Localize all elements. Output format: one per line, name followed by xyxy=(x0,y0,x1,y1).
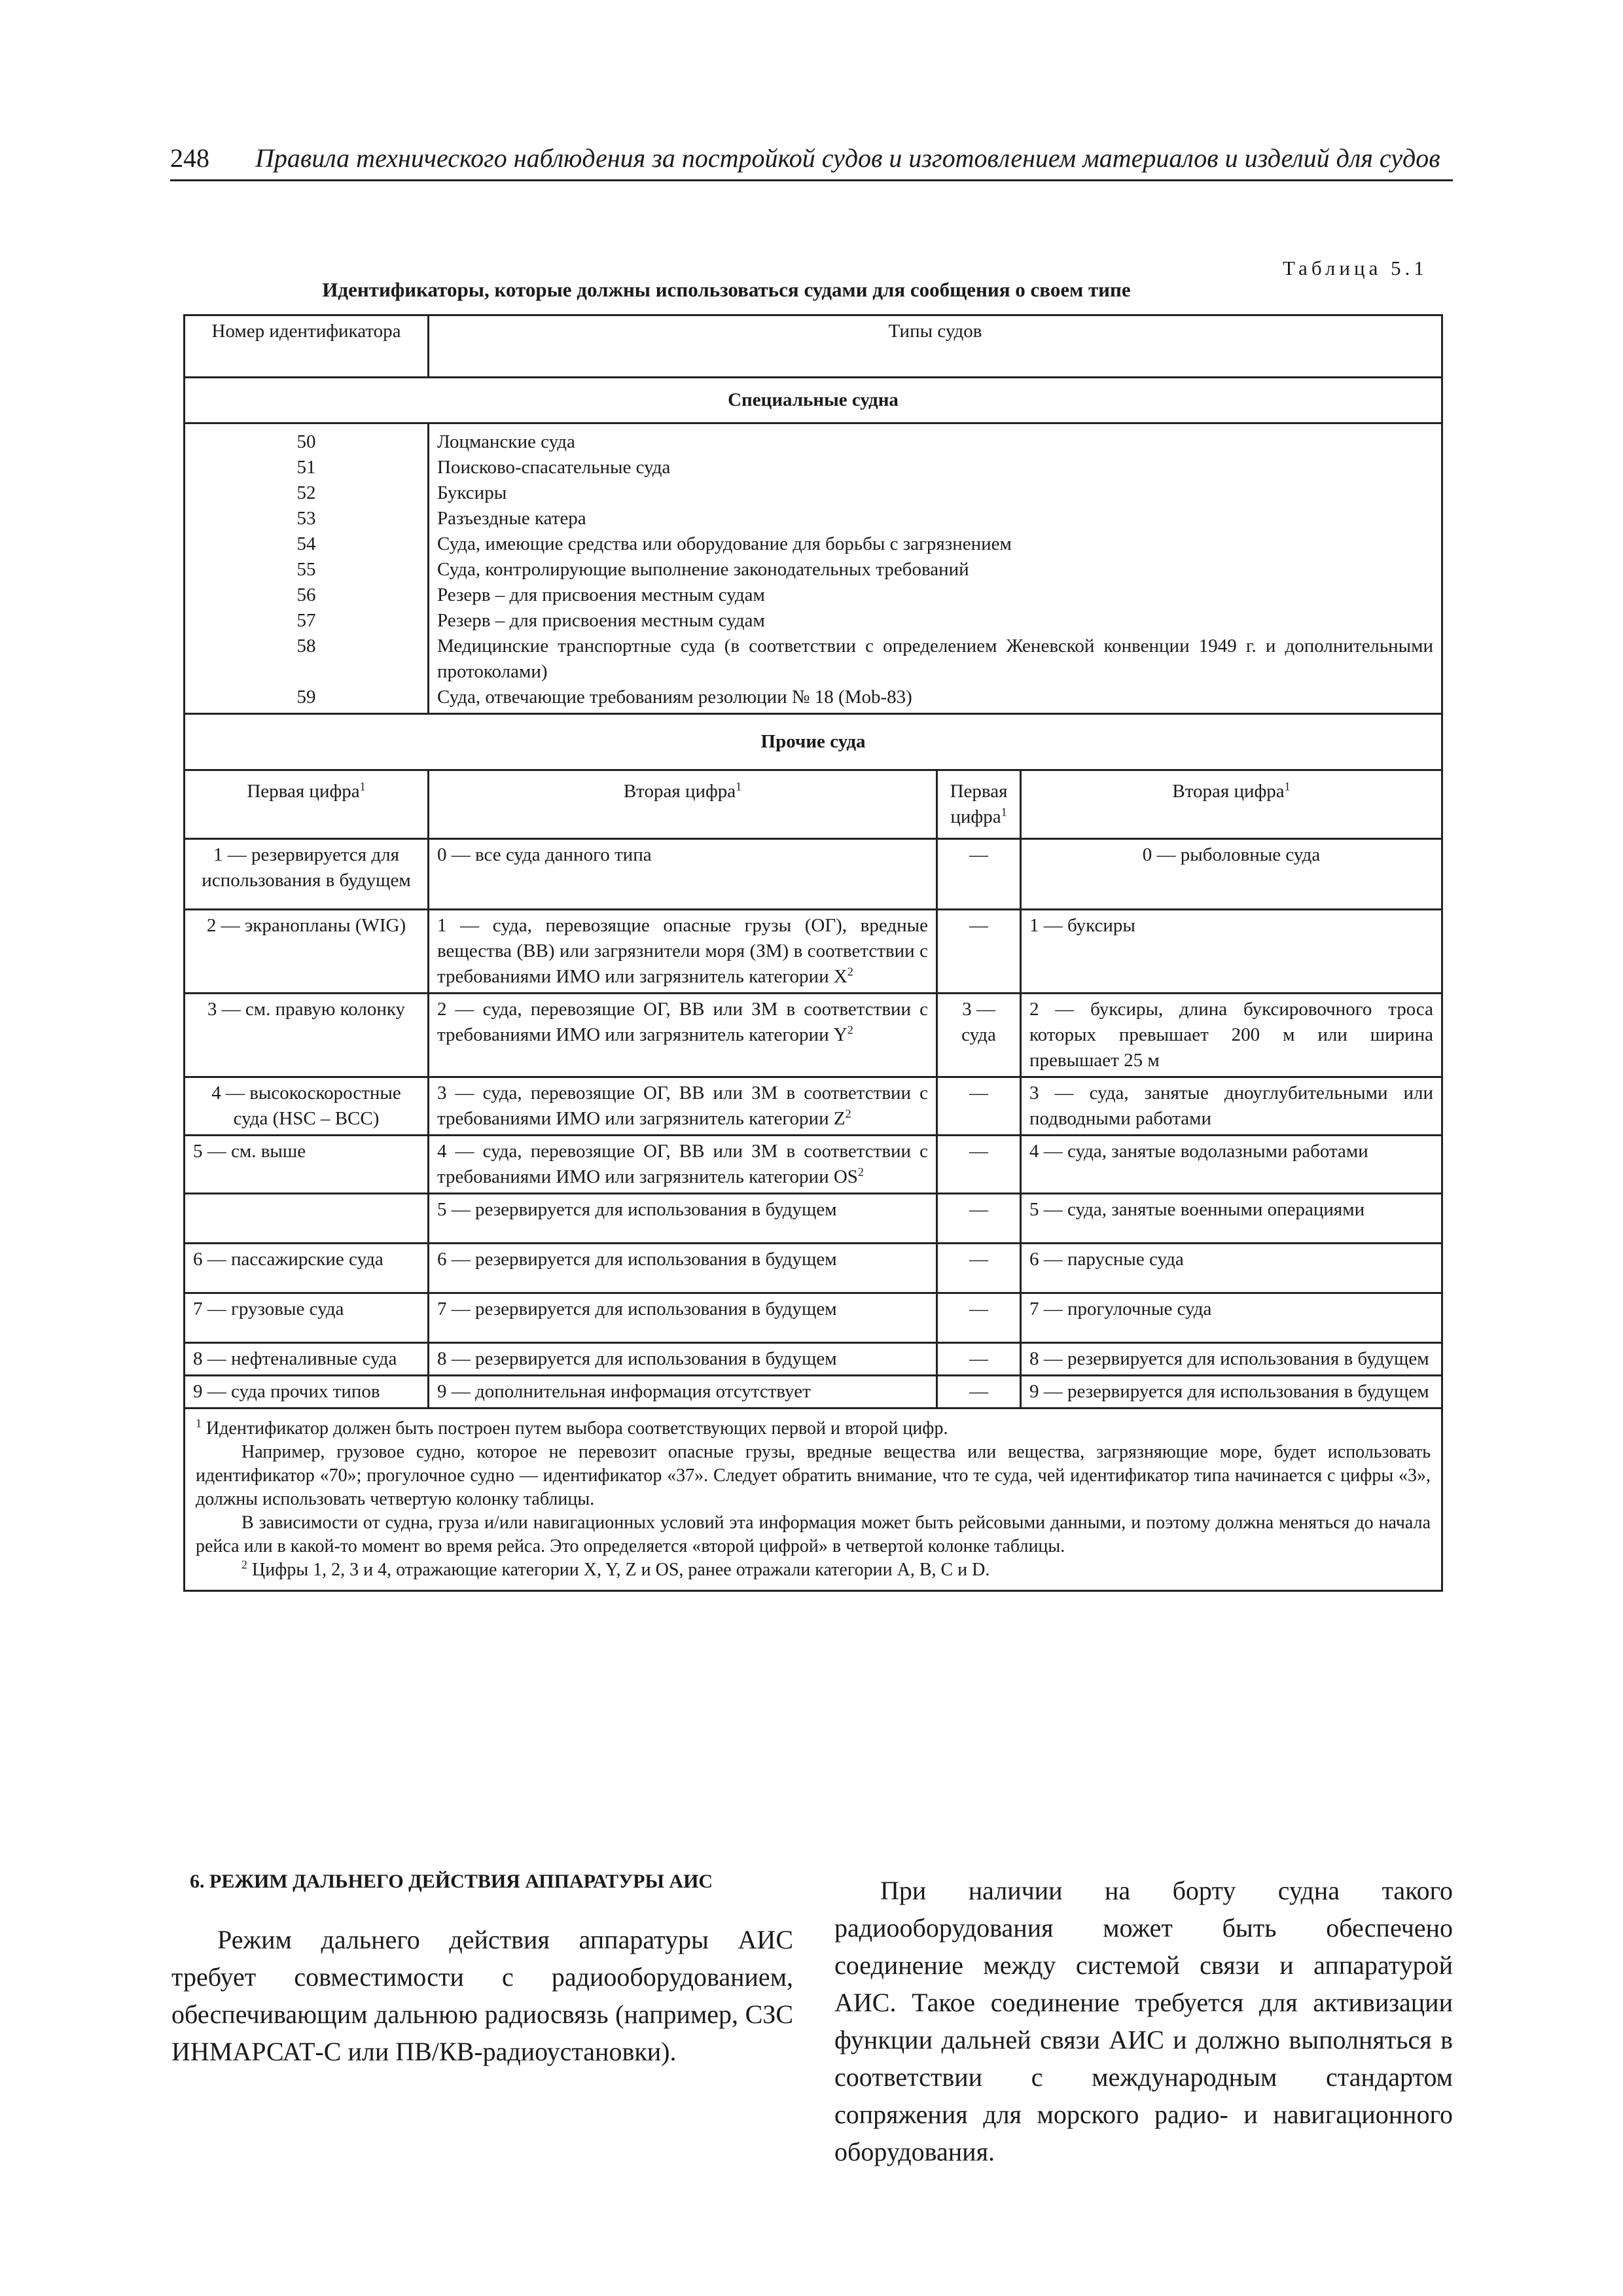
header-second-digit xyxy=(429,770,937,839)
second-digit-cell: 7 — резервируется для использования в будущем xyxy=(429,1293,937,1343)
second-digit-cell-2: 9 — резервируется для использования в будущем xyxy=(1021,1376,1442,1408)
footnote-mark: 1 xyxy=(196,1416,202,1430)
footnote-mark: 2 xyxy=(847,965,853,978)
footnote-mark: 2 xyxy=(241,1558,247,1571)
second-digit-cell: 8 — резервируется для использования в будущем xyxy=(429,1343,937,1376)
first-digit-cell-2: — xyxy=(937,1293,1021,1343)
first-digit-cell-2: — xyxy=(937,1136,1021,1194)
special-id: 59 xyxy=(296,687,316,708)
first-digit-cell-2: — xyxy=(937,1244,1021,1293)
first-digit-cell: 7 — грузовые суда xyxy=(185,1293,429,1343)
footnote-mark: 1 xyxy=(1001,805,1007,819)
running-title: Правила технического наблюдения за постройкой судов и изготовлением материалов и изделий для судов xyxy=(255,143,1440,173)
page-header xyxy=(170,143,1453,185)
second-digit-cell xyxy=(429,994,937,1077)
second-digit-text: 2 — суда, перевозящие ОГ, ВВ или ЗМ в соответствии с требованиями ИМО или загрязнитель категории Y xyxy=(437,999,928,1045)
special-type: Суда, имеющие средства или оборудование для борьбы с загрязнением xyxy=(437,533,1012,554)
second-digit-cell-2: 5 — суда, занятые военными операциями xyxy=(1021,1194,1442,1244)
table-notes xyxy=(185,1408,1442,1591)
second-digit-cell: 9 — дополнительная информация отсутствует xyxy=(429,1376,937,1408)
second-digit-cell-2: 4 — суда, занятые водолазными работами xyxy=(1021,1136,1442,1194)
header-first-digit-label: Первая цифра xyxy=(950,781,1008,827)
second-digit-cell: 5 — резервируется для использования в будущем xyxy=(429,1194,937,1244)
footnote-mark: 2 xyxy=(857,1165,864,1179)
header-first-digit xyxy=(185,770,429,839)
header-rule xyxy=(170,179,1453,181)
page-number: 248 xyxy=(170,143,209,173)
special-type: Медицинские транспортные суда (в соответствии с определением Женевской конвенции 1949 г. и дополнительными протоколами) xyxy=(437,636,1434,682)
header-ship-types: Типы судов xyxy=(429,315,1442,378)
second-digit-cell-2: 7 — прогулочные суда xyxy=(1021,1293,1442,1343)
section-special-ships: Специальные судна xyxy=(185,378,1442,423)
second-digit-cell xyxy=(429,1136,937,1194)
special-id: 54 xyxy=(296,533,316,554)
special-id: 58 xyxy=(296,636,316,656)
table-label: Таблица 5.1 xyxy=(1283,257,1428,279)
second-digit-cell-2: 1 — буксиры xyxy=(1021,910,1442,994)
second-digit-cell: 0 — все суда данного типа xyxy=(429,839,937,910)
special-id: 51 xyxy=(296,457,316,478)
table-row xyxy=(185,994,1442,1077)
section-other-ships: Прочие суда xyxy=(185,714,1442,770)
second-digit-cell-2: 0 — рыболовные суда xyxy=(1021,839,1442,910)
first-digit-cell: 3 — см. правую колонку xyxy=(185,994,429,1077)
table-row xyxy=(185,1136,1442,1194)
footnote-mark: 2 xyxy=(845,1107,851,1121)
second-digit-cell-2: 2 — буксиры, длина буксировочного троса которых превышает 200 м или ширина превышает 25 м xyxy=(1021,994,1442,1077)
first-digit-cell: 5 — см. выше xyxy=(185,1136,429,1194)
second-digit-cell-2: 3 — суда, занятые дноуглубительными или подводными работами xyxy=(1021,1077,1442,1136)
table-header-row xyxy=(185,315,1442,378)
table-row xyxy=(185,910,1442,994)
first-digit-cell-2: — xyxy=(937,1194,1021,1244)
header-id-number: Номер идентификатора xyxy=(185,315,429,378)
table-row xyxy=(185,1244,1442,1293)
special-type: Резерв – для присвоения местным судам xyxy=(437,610,765,631)
second-digit-text: 1 — суда, перевозящие опасные грузы (ОГ), вредные вещества (ВВ) или загрязнители моря (ЗМ) в соответствии с требованиями ИМО или загрязнитель категории X xyxy=(437,915,928,987)
first-digit-cell: 8 — нефтеналивные суда xyxy=(185,1343,429,1376)
second-digit-cell xyxy=(429,1077,937,1136)
paragraph: При наличии на борту судна такого радиооборудования может быть обеспечено соединение между системой связи и аппаратурой АИС. Такое соединение требуется для активизации функции дальней связи АИС и должно выполняться в соответствии с международным стандартом сопряжения для морского радио- и навигационного оборудования. xyxy=(834,1876,1453,2166)
first-digit-cell: 6 — пассажирские суда xyxy=(185,1244,429,1293)
first-digit-cell-2: — xyxy=(937,910,1021,994)
first-digit-cell-2: — xyxy=(937,1376,1021,1408)
footnote-mark: 2 xyxy=(847,1023,853,1037)
paragraph: Режим дальнего действия аппаратуры АИС требует совместимости с радиооборудованием, обеспечивающим дальнюю радиосвязь (например, СЗС ИНМАРСАТ-С или ПВ/КВ-радиоустановки). xyxy=(171,1925,793,2066)
table-row xyxy=(185,1077,1442,1136)
table-caption: Идентификаторы, которые должны использоваться судами для сообщения о своем типе xyxy=(322,278,1131,301)
table-row xyxy=(185,1194,1442,1244)
second-digit-cell-2: 6 — парусные суда xyxy=(1021,1244,1442,1293)
right-column xyxy=(834,1872,1453,2170)
note-1-more: В зависимости от судна, груза и/или навигационных условий эта информация может быть рейсовыми данными, и поэтому должна меняться до начала рейса или в какой-то момент во время рейса. Это определяется «второй цифрой» в четвертой колонке таблицы. xyxy=(196,1513,1431,1556)
first-digit-cell: 2 — экранопланы (WIG) xyxy=(185,910,429,994)
special-ships-block xyxy=(185,423,1442,714)
footnote-mark: 1 xyxy=(359,780,366,793)
special-type: Поисково-спасательные суда xyxy=(437,457,671,478)
special-id: 52 xyxy=(296,482,316,503)
table-row xyxy=(185,1376,1442,1408)
special-id: 56 xyxy=(296,584,316,605)
special-id: 55 xyxy=(296,559,316,580)
special-id-list xyxy=(185,423,429,714)
special-id: 50 xyxy=(296,431,316,452)
special-type: Буксиры xyxy=(437,482,507,503)
note-1-example: Например, грузовое судно, которое не перевозит опасные грузы, вредные вещества или вещества, загрязняющие море, будет использовать идентификатор «70»; прогулочное судно — идентификатор «37». Следует обратить внимание, что те суда, чей идентификатор типа начинается с цифры «3», должны использовать четвертую колонку таблицы. xyxy=(196,1442,1431,1509)
table-notes-row xyxy=(185,1408,1442,1591)
first-digit-cell-2: — xyxy=(937,1077,1021,1136)
table-row xyxy=(185,839,1442,910)
header-second-digit-2 xyxy=(1021,770,1442,839)
first-digit-cell: 1 — резервируется для использования в будущем xyxy=(185,839,429,910)
second-digit-cell: 6 — резервируется для использования в будущем xyxy=(429,1244,937,1293)
first-digit-cell-2: 3 — суда xyxy=(937,994,1021,1077)
special-type: Лоцманские суда xyxy=(437,431,575,452)
second-digit-cell-2: 8 — резервируется для использования в будущем xyxy=(1021,1343,1442,1376)
first-digit-cell-2: — xyxy=(937,1343,1021,1376)
first-digit-cell-2: — xyxy=(937,839,1021,910)
table-row xyxy=(185,1343,1442,1376)
note-1: Идентификатор должен быть построен путем выбора соответствующих первой и второй цифр. xyxy=(206,1418,948,1439)
left-column xyxy=(171,1921,793,2070)
first-digit-cell xyxy=(185,1194,429,1244)
special-type: Резерв – для присвоения местным судам xyxy=(437,584,765,605)
special-type: Суда, контролирующие выполнение законодательных требований xyxy=(437,559,969,580)
header-second-digit-label: Вторая цифра xyxy=(623,781,736,802)
table-row xyxy=(185,1293,1442,1343)
special-type: Разъездные катера xyxy=(437,508,586,529)
special-type-list xyxy=(429,423,1442,714)
footnote-mark: 1 xyxy=(1284,780,1291,793)
second-digit-text: 3 — суда, перевозящие ОГ, ВВ или ЗМ в соответствии с требованиями ИМО или загрязнитель категории Z xyxy=(437,1083,928,1129)
second-digit-text: 4 — суда, перевозящие ОГ, ВВ или ЗМ в соответствии с требованиями ИМО или загрязнитель категории OS xyxy=(437,1141,928,1187)
footnote-mark: 1 xyxy=(736,780,742,793)
header-second-digit-label: Вторая цифра xyxy=(1172,781,1285,802)
header-first-digit-label: Первая цифра xyxy=(247,781,360,802)
identifier-table xyxy=(183,314,1443,1592)
second-digit-cell xyxy=(429,910,937,994)
header-first-digit-2 xyxy=(937,770,1021,839)
special-type: Суда, отвечающие требованиям резолюции № 18 (Mob-83) xyxy=(437,687,912,708)
special-id: 53 xyxy=(296,508,316,529)
other-header-row xyxy=(185,770,1442,839)
first-digit-cell: 4 — высокоскоростные суда (HSC – ВСС) xyxy=(185,1077,429,1136)
note-2: Цифры 1, 2, 3 и 4, отражающие категории X, Y, Z и OS, ранее отражали категории A, B, C и D. xyxy=(252,1560,990,1580)
special-id: 57 xyxy=(296,610,316,631)
first-digit-cell: 9 — суда прочих типов xyxy=(185,1376,429,1408)
section-heading: 6. РЕЖИМ ДАЛЬНЕГО ДЕЙСТВИЯ АППАРАТУРЫ АИС xyxy=(190,1871,713,1892)
